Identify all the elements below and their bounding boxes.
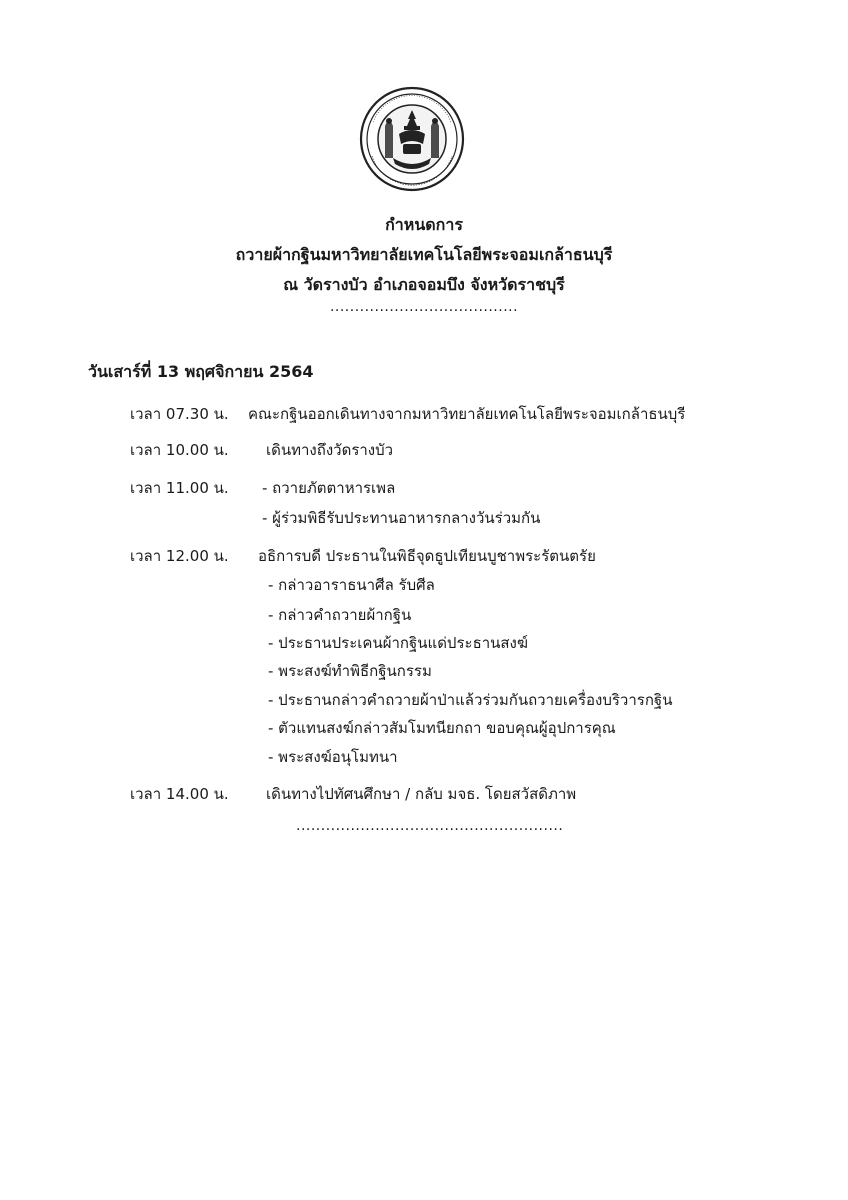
title-location: ณ วัดรางบัว อำเภอจอมบึง จังหวัดราชบุรี [283, 275, 565, 294]
title-heading: กำหนดการ [385, 215, 463, 234]
title-separator: ...................................... [329, 299, 519, 315]
schedule-time: เวลา 10.00 น. [130, 441, 229, 459]
schedule-desc: เดินทางถึงวัดรางบัว [266, 441, 394, 459]
schedule-subitem: - พระสงฆ์ทำพิธีกฐินกรรม [268, 662, 432, 680]
schedule-subitem: - ตัวแทนสงฆ์กล่าวสัมโมทนียกถา ขอบคุณผู้อุปการคุณ [268, 719, 616, 737]
title-event: ถวายผ้ากฐินมหาวิทยาลัยเทคโนโลยีพระจอมเกล้าธนบุรี [235, 245, 613, 264]
schedule-subitem: - พระสงฆ์อนุโมทนา [268, 748, 398, 766]
schedule-desc: อธิการบดี ประธานในพิธีจุดธูปเทียนบูชาพระรัตนตรัย [258, 547, 596, 565]
title-block [0, 210, 848, 314]
schedule-subitem: - ประธานกล่าวคำถวายผ้าป่าแล้วร่วมกันถวายเครื่องบริวารกฐิน [268, 691, 673, 709]
schedule-subitem: - กล่าวคำถวายผ้ากฐิน [268, 606, 412, 624]
footer-separator: ...................................................... [296, 818, 564, 834]
schedule-subitem: - ผู้ร่วมพิธีรับประทานอาหารกลางวันร่วมกัน [262, 509, 541, 527]
schedule-desc: คณะกฐินออกเดินทางจากมหาวิทยาลัยเทคโนโลยีพระจอมเกล้าธนบุรี [248, 405, 686, 423]
event-date: วันเสาร์ที่ 13 พฤศจิกายน 2564 [88, 362, 314, 381]
schedule-time: เวลา 11.00 น. [130, 479, 229, 497]
schedule-time: เวลา 12.00 น. [130, 547, 229, 565]
schedule-time: เวลา 07.30 น. [130, 405, 229, 423]
university-seal-logo [359, 86, 465, 192]
schedule-subitem: - ประธานประเคนผ้ากฐินแด่ประธานสงฆ์ [268, 634, 529, 652]
schedule-desc: - ถวายภัตตาหารเพล [262, 479, 396, 497]
schedule-time: เวลา 14.00 น. [130, 785, 229, 803]
schedule-subitem: - กล่าวอาราธนาศีล รับศีล [268, 576, 435, 594]
schedule-desc: เดินทางไปทัศนศึกษา / กลับ มจธ. โดยสวัสดิภาพ [266, 785, 577, 803]
